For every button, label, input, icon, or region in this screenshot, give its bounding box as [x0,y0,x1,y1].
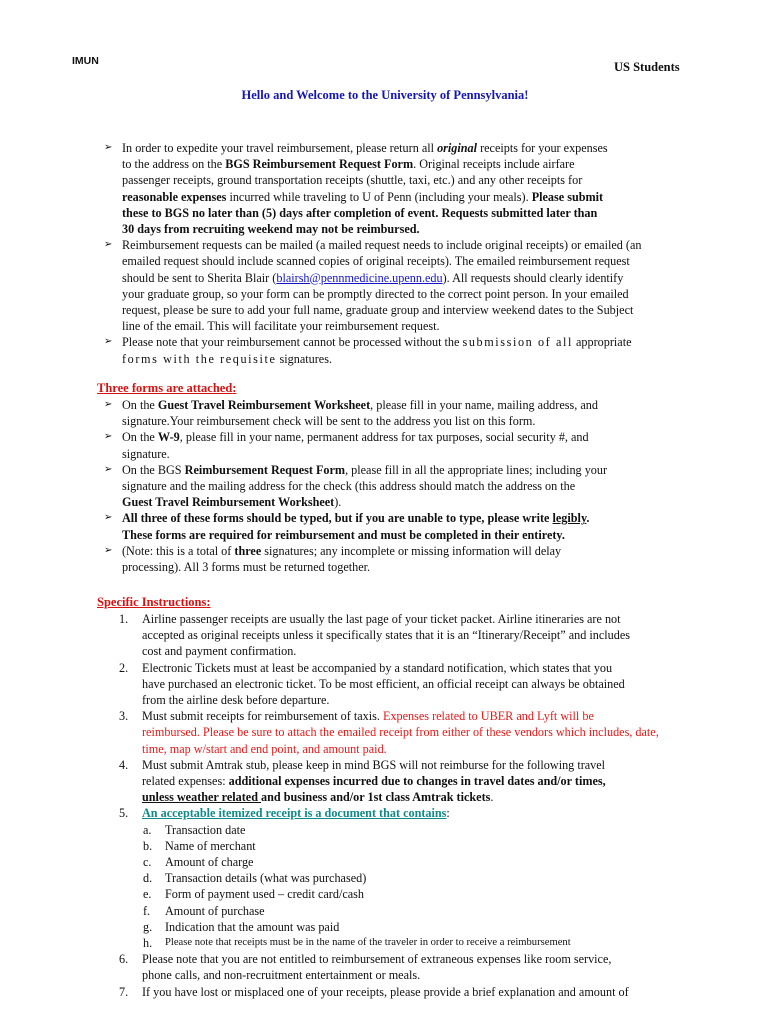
arrow-bullet-icon: ➢ [104,239,113,251]
text-teal-heading: An acceptable itemized receipt is a document that contains [142,806,447,821]
sub-item-g [97,919,747,935]
text: Indication that the amount was paid [165,919,340,934]
text: related expenses: [142,774,229,789]
text: receipts for your expenses [477,141,608,155]
text-bold-underlined: unless weather related [142,790,262,805]
text: signatures. [276,351,333,366]
text: signature and the mailing address for the check (this address should match the address on the [122,479,576,494]
text: If you have lost or misplaced one of your receipts, please provide a brief explanation and amount of [142,984,629,999]
instruction-4 [97,757,747,806]
text-small: Please note that receipts must be in the name of the traveler in order to receive a reimbursement [165,937,571,949]
text-bold: these to BGS no later than (5) days after completion of event. Requests submitted later than [122,205,598,220]
arrow-bullet-icon: ➢ [104,512,113,524]
list-number: 1. [119,612,129,626]
text: Must submit receipts for reimbursement of taxis. [142,709,383,724]
instruction-3 [97,708,747,757]
text: , please fill in your name, mailing address, and [370,398,598,412]
sub-item-h [97,935,747,951]
text: processing). All 3 forms must be returned together. [122,560,371,575]
text: . [490,790,494,805]
text-bold: 30 days from recruiting weekend may not be reimbursed. [122,222,420,237]
form-name: BGS Reimbursement Request Form [225,157,414,172]
text: Must submit Amtrak stub, please keep in mind BGS will not reimburse for the following travel [142,757,606,772]
forms-list [100,397,740,575]
text: Name of merchant [165,838,256,853]
arrow-bullet-icon: ➢ [104,399,113,410]
text: emailed request should include scanned copies of original receipts). The emailed reimbursement request [122,254,630,269]
text: line of the email. This will facilitate your reimbursement request. [122,319,440,334]
text: On the BGS [122,462,185,477]
arrow-bullet-icon: ➢ [104,463,113,475]
instructions-heading [97,595,211,610]
text: Transaction date [165,822,246,837]
text: , please fill in all the appropriate lines; including your [345,462,608,477]
text: to the address on the [122,157,226,172]
list-number: 3. [119,709,129,724]
form-name: Guest Travel Reimbursement Worksheet [157,398,371,412]
text-red: reimbursed. Please be sure to attach the emailed receipt from either of these vendors which includes, date, [142,725,659,740]
text: signatures; any incomplete or missing information will delay [261,543,562,558]
intro-bullet-3 [100,334,740,366]
text: Form of payment used – credit card/cash [165,887,364,902]
list-letter: e. [143,887,152,902]
forms-bullet-3 [100,462,740,511]
text: forms with the requisite [122,351,277,366]
text: Electronic Tickets must at least be accompanied by a standard notification, which states that you [142,660,613,675]
list-letter: h. [143,936,153,951]
forms-bullet-5 [100,543,740,575]
arrow-bullet-icon: ➢ [104,544,113,556]
text: . Original receipts include airfare [413,157,575,172]
text: should be sent to Sherita Blair ( [122,270,277,285]
text: Transaction details (what was purchased) [165,871,367,886]
intro-bullet-1 [100,140,740,237]
text-bold: additional expenses incurred due to changes in travel dates and/or times, [228,774,606,789]
text-bold: . [586,511,590,526]
forms-bullet-2 [100,429,740,461]
text: In order to expedite your travel reimbursement, please return all [122,141,438,155]
text: Airline passenger receipts are usually the last page of your ticket packet. Airline itineraries are not [142,612,621,626]
text: On the [122,398,158,412]
text-red: time, map w/start and end point, and amount paid. [142,741,387,756]
text: accepted as original receipts unless it specifically states that it is an “Itinerary/Receipt” and includes [142,628,630,643]
text: cost and payment confirmation. [142,644,297,659]
text-bold: Please submit [531,189,604,204]
instruction-7 [97,984,747,1000]
arrow-bullet-icon: ➢ [104,142,113,153]
email-link[interactable]: blairsh@pennmedicine.upenn.edu [276,270,443,285]
text: from the airline desk before departure. [142,693,330,708]
text-red: Expenses related to UBER and Lyft will be [383,709,594,724]
list-letter: g. [143,919,153,934]
list-letter: a. [143,822,152,837]
instructions-list [97,611,747,1000]
text-bold: All three of these forms should be typed, but if you are unable to type, please write [122,511,553,526]
text: Please note that you are not entitled to reimbursement of extraneous expenses like room service, [142,952,612,967]
list-letter: d. [143,871,153,886]
text: have purchased an electronic ticket. To be most efficient, an official receipt can always be obtained [142,676,625,691]
instructions-heading-text: Specific Instructions [97,595,207,609]
text: incurred while traveling to U of Penn (including your meals). [226,189,532,204]
text-bold: and business and/or 1st class Amtrak tickets [261,790,491,805]
text: (Note: this is a total of [122,543,235,558]
text: signature. [122,446,170,461]
text: appropriate [572,335,632,350]
text: your graduate group, so your form can be promptly directed to the correct point person. In your emailed [122,286,629,301]
sub-item-c [97,854,747,870]
forms-heading-text: Three forms are attached [97,381,233,395]
header-us-students: US Students [614,60,680,74]
list-number: 5. [119,806,129,821]
form-name: W-9 [157,430,180,445]
list-letter: b. [143,838,153,853]
text-bold: These forms are required for reimbursement and must be completed in their entirety. [122,527,565,542]
sub-item-b [97,838,747,854]
list-letter: f. [143,903,151,918]
instruction-6 [97,951,747,983]
sub-item-e [97,886,747,902]
arrow-bullet-icon: ➢ [104,336,113,348]
forms-heading [97,381,236,396]
text: , please fill in your name, permanent address for tax purposes, social security #, and [179,430,589,445]
header-imun: IMUN [72,55,99,67]
welcome-title: Hello and Welcome to the University of Pennsylvania! [241,88,529,102]
sub-item-a [97,822,747,838]
list-number: 7. [119,984,129,999]
text: On the [122,430,158,445]
form-name: Guest Travel Reimbursement Worksheet [122,495,335,510]
text: request, please be sure to add your full name, graduate group and interview weekend dates to the Subject [122,303,634,318]
text: Amount of charge [165,855,254,870]
text-bold: reasonable expenses [122,189,227,204]
instruction-2 [97,660,747,709]
text: submission of all [462,335,573,350]
colon: : [446,806,450,821]
colon: : [232,381,237,395]
text: Please note that your reimbursement cannot be processed without the [122,335,463,350]
instruction-5 [97,805,747,821]
list-letter: c. [143,855,152,870]
text: Reimbursement requests can be mailed (a mailed request needs to include original receipts) or emailed (an [122,238,642,253]
forms-bullet-1 [100,397,740,429]
forms-bullet-4 [100,510,740,542]
sub-item-f [97,903,747,919]
list-number: 6. [119,952,129,967]
sub-item-d [97,870,747,886]
form-name: Reimbursement Request Form [184,462,346,477]
arrow-bullet-icon: ➢ [104,431,113,443]
intro-list [100,140,740,367]
list-number: 2. [119,660,129,675]
text-emphasis: original [437,141,478,155]
text: phone calls, and non-recruitment entertainment or meals. [142,968,421,983]
colon: : [206,595,211,609]
list-number: 4. [119,757,129,772]
text: Amount of purchase [165,903,265,918]
text: ). All requests should clearly identify [442,270,624,285]
intro-bullet-2 [100,237,740,334]
text-bold-underlined: legibly [552,511,587,526]
text-bold: three [234,543,262,558]
instruction-1 [97,611,747,660]
text: passenger receipts, ground transportation receipts (shuttle, taxi, etc.) and any other receipts for [122,173,583,188]
text: ). [334,495,342,510]
text: signature.Your reimbursement check will be sent to the address you list on this form. [122,414,536,429]
